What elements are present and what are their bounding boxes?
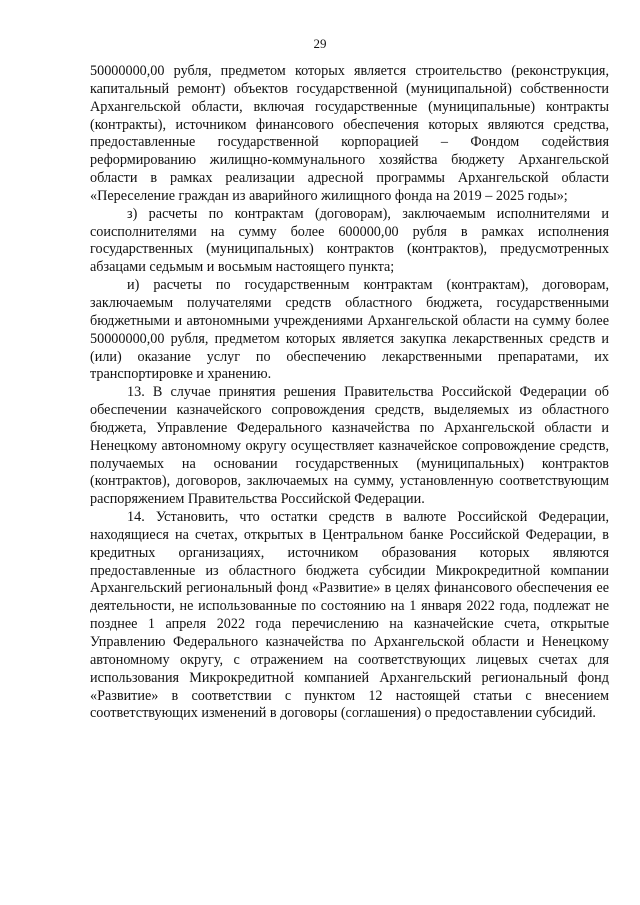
paragraph-item-z: з) расчеты по контрактам (договорам), заключаемым исполнителями и соисполнителями на сумму более 600000,00 рубля в рамках исполнения государственных (муниципальных) контрактов (контрактов), предусмотренных абзацами седьмым и восьмым настоящего пункта; — [90, 205, 609, 276]
document-body — [90, 63, 609, 723]
paragraph-continuation: 50000000,00 рубля, предметом которых является строительство (реконструкция, капитальный ремонт) объектов государственной (муниципальной) собственности Архангельской области, включая государственные (муниципальные) контракты (контракты), источником финансового обеспечения которых являются средства, предоставленные государственной корпорацией – Фондом содействия реформированию жилищно-коммунального хозяйства бюджету Архангельской области в рамках реализации адресной программы Архангельской области «Переселение граждан из аварийного жилищного фонда на 2019 – 2025 годы»; — [90, 63, 609, 204]
paragraph-item-i: и) расчеты по государственным контрактам (контрактам), договорам, заключаемым получателями средств областного бюджета, государственными бюджетными и автономными учреждениями Архангельской области на сумму более 50000000,00 рубля, предметом которых является закупка лекарственных средств и (или) оказание услуг по обеспечению лекарственными препаратами, их транспортировке и хранению. — [90, 277, 609, 383]
paragraph-clause-13: 13. В случае принятия решения Правительства Российской Федерации об обеспечении казначейского сопровождения средств, выделяемых из областного бюджета, Управление Федерального казначейства по Архангельской области и Ненецкому автономному округу осуществляет казначейское сопровождение средств, получаемых на основании государственных (муниципальных) контрактов (контрактов), договоров, заключаемых на сумму, установленную соответствующим распоряжением Правительства Российской Федерации. — [90, 384, 609, 508]
paragraph-clause-14: 14. Установить, что остатки средств в валюте Российской Федерации, находящиеся на счетах, открытых в Центральном банке Российской Федерации, в кредитных организациях, источником образования которых являются предоставленные из областного бюджета субсидии Микрокредитной компании Архангельский региональный фонд «Развитие» в целях финансового обеспечения ее деятельности, не использованные по состоянию на 1 января 2022 года, подлежат не позднее 1 апреля 2022 года перечислению на казначейские счета, открытые Управлению Федерального казначейства по Архангельской области и Ненецкому автономному округу, с отражением на соответствующих лицевых счетах для использования Микрокредитной компанией Архангельский региональный фонд «Развитие» в соответствии с пунктом 12 настоящей статьи с внесением соответствующих изменений в договоры (соглашения) о предоставлении субсидий. — [90, 509, 609, 722]
page-number: 29 — [313, 36, 327, 51]
